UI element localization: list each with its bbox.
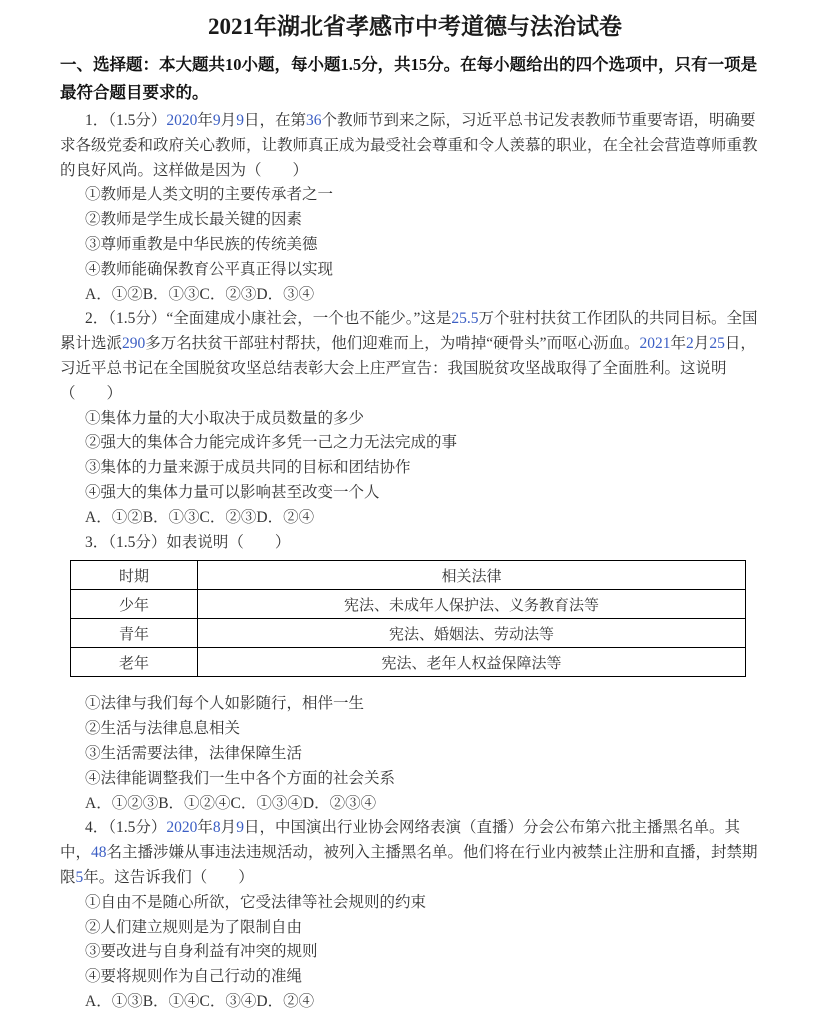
law-table-cell-laws: 宪法、婚姻法、劳动法等 — [198, 619, 746, 648]
law-table-row-adult — [71, 619, 746, 648]
question-stem-text: 2020年9月9日，在第36个教师节到来之际，习近平总书记发表教师节重要寄语，明确要求各级党委和政府关心教师，让教师真正成为最受社会尊重和令人羡慕的职业，在全社会营造尊师重教的良好风尚。这样做是因为（ ） — [60, 112, 758, 179]
question-1-item-1: ①教师是人类文明的主要传承者之一 — [85, 186, 334, 204]
question-3-stem — [60, 531, 770, 556]
question-2-item-4: ④强大的集体力量可以影响甚至改变一个人 — [85, 483, 380, 501]
question-4-item-2: ②人们建立规则是为了限制自由 — [85, 918, 303, 936]
question-3-item-4: ④法律能调整我们一生中各个方面的社会关系 — [85, 769, 396, 787]
question-4-item-1: ①自由不是随心所欲，它受法律等社会规则的约束 — [85, 893, 427, 911]
question-number: 2． — [85, 310, 109, 328]
law-table-cell-period: 少年 — [71, 590, 198, 619]
question-2-item-2: ②强大的集体合力能完成许多凭一己之力无法完成的事 — [85, 434, 458, 452]
law-table — [70, 560, 746, 677]
question-points: （1.5分） — [108, 533, 167, 551]
question-2-item-1: ①集体力量的大小取决于成员数量的多少 — [85, 409, 365, 427]
question-1-stem — [60, 109, 770, 183]
question-1-item-3: ③尊师重教是中华民族的传统美德 — [85, 235, 318, 253]
question-1-item-2: ②教师是学生成长最关键的因素 — [85, 211, 303, 229]
question-points: （1.5分） — [108, 819, 167, 837]
question-4 — [60, 816, 770, 1014]
law-table-cell-laws: 宪法、老年人权益保障法等 — [198, 648, 746, 677]
law-table-header-laws: 相关法律 — [198, 561, 746, 590]
question-3-options: A．①②③B．①②④C．①③④D．②③④ — [85, 794, 377, 812]
question-2-item-3: ③集体的力量来源于成员共同的目标和团结协作 — [85, 459, 411, 477]
question-2-stem — [60, 307, 770, 406]
question-2 — [60, 307, 770, 530]
law-table-cell-period: 青年 — [71, 619, 198, 648]
question-points: （1.5分） — [108, 310, 167, 328]
question-number: 1． — [85, 112, 109, 129]
question-4-item-4: ④要将规则作为自己行动的准绳 — [85, 968, 303, 986]
law-table-row-elder — [71, 648, 746, 677]
question-number: 4． — [85, 819, 109, 837]
law-table-row-youth — [71, 590, 746, 619]
question-stem-text: “全面建成小康社会，一个也不能少。”这是25.5万个驻村扶贫工作团队的共同目标。全国累计选派290多万名扶贫干部驻村帮扶，他们迎难而上，为啃掉“硬骨头”而呕心沥血。2021年2月25日，习近平总书记在全国脱贫攻坚总结表彰大会上庄严宣告：我国脱贫攻坚战取得了全面胜利。这说明（ ） — [60, 310, 758, 402]
question-number: 3． — [85, 533, 109, 551]
question-3 — [60, 531, 770, 817]
question-3-item-2: ②生活与法律息息相关 — [85, 720, 241, 738]
section-header: 一、选择题：本大题共10小题，每小题1.5分，共15分。在每小题给出的四个选项中，只有一项是最符合题目要求的。 — [60, 55, 758, 102]
question-4-options: A．①③B．①④C．③④D．②④ — [85, 992, 315, 1010]
law-table-cell-laws: 宪法、未成年人保护法、义务教育法等 — [198, 590, 746, 619]
question-1 — [60, 109, 770, 307]
question-points: （1.5分） — [108, 112, 167, 129]
question-stem-text: 如表说明（ ） — [166, 533, 291, 551]
question-1-item-4: ④教师能确保教育公平真正得以实现 — [85, 260, 334, 278]
question-3-item-3: ③生活需要法律，法律保障生活 — [85, 744, 303, 762]
page-title: 2021年湖北省孝感市中考道德与法治试卷 — [208, 14, 622, 39]
law-table-header-period: 时期 — [71, 561, 198, 590]
law-table-header-row — [71, 561, 746, 590]
question-1-options: A．①②B．①③C．②③D．③④ — [85, 285, 315, 303]
question-4-item-3: ③要改进与自身利益有冲突的规则 — [85, 943, 318, 961]
question-2-options: A．①②B．①③C．②③D．②④ — [85, 508, 315, 526]
law-table-cell-period: 老年 — [71, 648, 198, 677]
question-4-stem — [60, 816, 770, 890]
question-3-item-1: ①法律与我们每个人如影随行，相伴一生 — [85, 695, 365, 713]
question-stem-text: 2020年8月9日，中国演出行业协会网络表演（直播）分会公布第六批主播黑名单。其中，48名主播涉嫌从事违法违规活动，被列入主播黑名单。他们将在行业内被禁止注册和直播，封禁期限5年。这告诉我们（ ） — [60, 819, 758, 886]
